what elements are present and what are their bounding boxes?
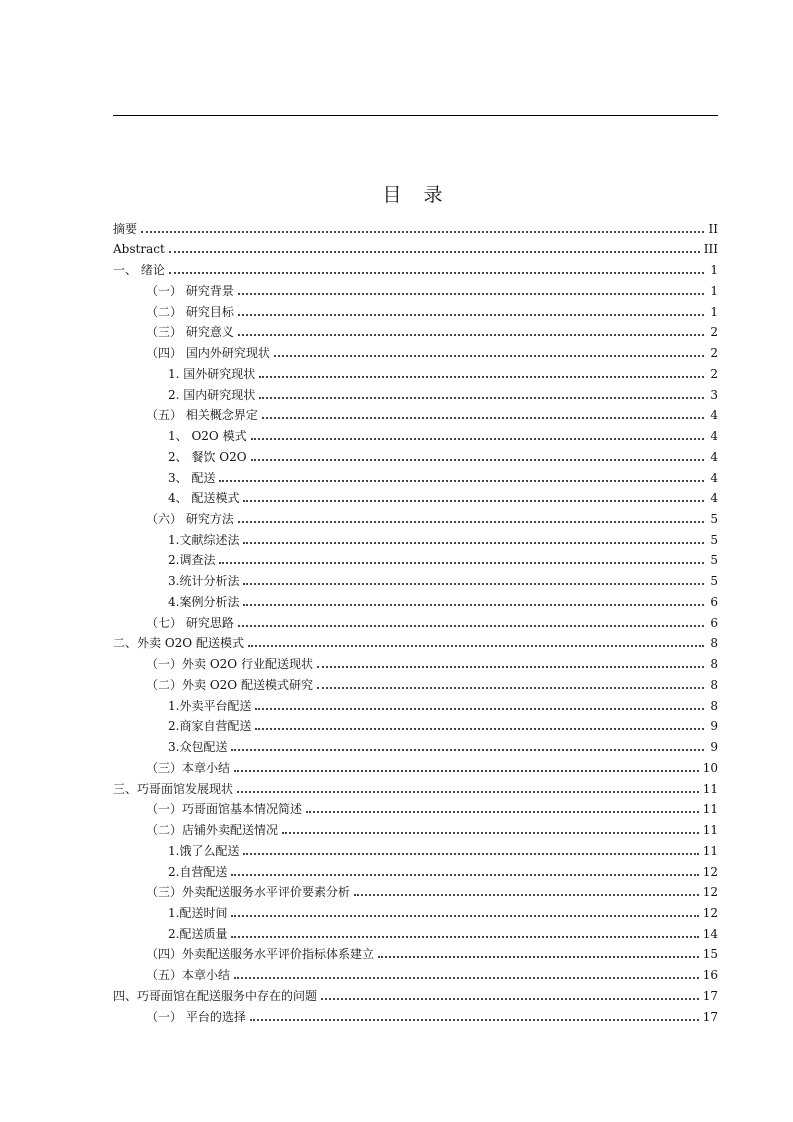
- toc-entry-title: （一） 研究背景: [146, 283, 234, 298]
- toc-dot-leader: [354, 894, 699, 896]
- toc-entry-page-number: 9: [710, 719, 718, 734]
- toc-entry-title: 2、 餐饮 O2O: [168, 449, 247, 464]
- toc-entry-title: （三）本章小结: [146, 760, 231, 775]
- toc-dot-leader: [243, 500, 704, 502]
- toc-entry[interactable]: [113, 298, 718, 319]
- toc-entry-title: 1.外卖平台配送: [168, 698, 252, 713]
- toc-entry-page-number: 11: [702, 823, 718, 838]
- toc-entry-page-number: 4: [710, 491, 718, 506]
- toc-entry-title: （二）店铺外卖配送情况: [146, 823, 279, 838]
- toc-entry-page-number: 5: [710, 512, 718, 527]
- toc-dot-leader: [231, 749, 704, 751]
- toc-entry-page-number: 1: [710, 304, 718, 319]
- toc-entry[interactable]: [113, 567, 718, 588]
- toc-entry[interactable]: [113, 485, 718, 506]
- toc-entry[interactable]: [113, 692, 718, 713]
- toc-dot-leader: [238, 293, 704, 295]
- toc-entry[interactable]: [113, 920, 718, 941]
- toc-dot-leader: [255, 728, 704, 730]
- toc-entry-title: 2.调查法: [168, 553, 216, 568]
- toc-entry-page-number: 9: [710, 740, 718, 755]
- toc-entry[interactable]: [113, 713, 718, 734]
- toc-entry-title: （二） 研究目标: [146, 304, 234, 319]
- toc-entry-title: 摘要: [113, 221, 138, 236]
- toc-entry[interactable]: [113, 215, 718, 236]
- toc-entry-page-number: 4: [710, 429, 718, 444]
- toc-entry[interactable]: [113, 837, 718, 858]
- toc-entry-title: 2.商家自营配送: [168, 719, 252, 734]
- toc-entry-page-number: 17: [702, 988, 718, 1003]
- toc-entry[interactable]: [113, 443, 718, 464]
- toc-entry-title: （四）外卖配送服务水平评价指标体系建立: [146, 947, 375, 962]
- toc-entry[interactable]: [113, 256, 718, 277]
- toc-entry-title: （三） 研究意义: [146, 325, 234, 340]
- toc-entry-page-number: 12: [702, 885, 718, 900]
- toc-dot-leader: [169, 251, 700, 253]
- toc-entry-page-number: 1: [710, 283, 718, 298]
- toc-dot-leader: [259, 397, 704, 399]
- toc-dot-leader: [238, 521, 704, 523]
- toc-dot-leader: [219, 562, 704, 564]
- toc-entry-page-number: 11: [702, 802, 718, 817]
- toc-dot-leader: [317, 666, 704, 668]
- toc-entry[interactable]: [113, 464, 718, 485]
- toc-entry-page-number: 10: [702, 760, 718, 775]
- toc-entry[interactable]: [113, 796, 718, 817]
- toc-entry[interactable]: [113, 879, 718, 900]
- toc-dot-leader: [282, 832, 699, 834]
- toc-entry-title: 二、外卖 O2O 配送模式: [113, 636, 244, 651]
- toc-dot-leader: [251, 459, 704, 461]
- toc-dot-leader: [378, 956, 699, 958]
- toc-entry-page-number: 8: [710, 698, 718, 713]
- toc-entry-title: 1.饿了么配送: [168, 843, 240, 858]
- toc-entry-page-number: 12: [702, 905, 718, 920]
- toc-entry-title: 三、巧哥面馆发展现状: [113, 781, 234, 796]
- toc-entry[interactable]: [113, 547, 718, 568]
- toc-entry-title: 2.配送质量: [168, 926, 228, 941]
- toc-entry[interactable]: [113, 609, 718, 630]
- toc-entry[interactable]: [113, 277, 718, 298]
- toc-entry-page-number: 2: [710, 366, 718, 381]
- toc-entry[interactable]: [113, 319, 718, 340]
- toc-entry[interactable]: [113, 630, 718, 651]
- toc-entry[interactable]: [113, 941, 718, 962]
- toc-entry[interactable]: [113, 858, 718, 879]
- toc-entry-page-number: 2: [710, 346, 718, 361]
- toc-entry-title: （二）外卖 O2O 配送模式研究: [146, 677, 313, 692]
- toc-entry-page-number: 1: [710, 263, 718, 278]
- toc-entry[interactable]: [113, 422, 718, 443]
- toc-entry-page-number: 5: [710, 532, 718, 547]
- toc-dot-leader: [306, 811, 699, 813]
- toc-entry[interactable]: [113, 1003, 718, 1024]
- toc-entry[interactable]: [113, 816, 718, 837]
- toc-dot-leader: [238, 314, 704, 316]
- toc-dot-leader: [255, 708, 704, 710]
- toc-entry[interactable]: [113, 754, 718, 775]
- toc-entry[interactable]: [113, 899, 718, 920]
- toc-dot-leader: [243, 604, 704, 606]
- toc-entry-page-number: 11: [702, 843, 718, 858]
- toc-entry-title: （四） 国内外研究现状: [146, 346, 270, 361]
- toc-entry[interactable]: [113, 505, 718, 526]
- toc-dot-leader: [238, 334, 704, 336]
- toc-entry-page-number: 6: [710, 594, 718, 609]
- toc-entry-title: 3.统计分析法: [168, 574, 240, 589]
- toc-entry[interactable]: [113, 526, 718, 547]
- toc-dot-leader: [234, 977, 699, 979]
- toc-entry-title: 1. 国外研究现状: [168, 366, 256, 381]
- toc-entry-title: 3、 配送: [168, 470, 216, 485]
- toc-entry-title: 四、巧哥面馆在配送服务中存在的问题: [113, 988, 318, 1003]
- toc-entry[interactable]: [113, 671, 718, 692]
- toc-entry-title: 4、 配送模式: [168, 491, 240, 506]
- toc-entry-title: （七） 研究思路: [146, 615, 234, 630]
- toc-dot-leader: [234, 770, 699, 772]
- toc-entry[interactable]: [113, 360, 718, 381]
- table-of-contents: [113, 215, 718, 1024]
- toc-entry-page-number: 4: [710, 449, 718, 464]
- toc-entry[interactable]: [113, 775, 718, 796]
- toc-dot-leader: [169, 272, 704, 274]
- toc-dot-leader: [248, 645, 704, 647]
- toc-entry-title: （五）本章小结: [146, 968, 231, 983]
- toc-entry[interactable]: [113, 961, 718, 982]
- toc-entry-page-number: II: [708, 221, 718, 236]
- toc-entry-page-number: 4: [710, 408, 718, 423]
- toc-entry[interactable]: [113, 982, 718, 1003]
- toc-entry-title: （一）巧哥面馆基本情况简述: [146, 802, 303, 817]
- toc-entry-page-number: 14: [702, 926, 718, 941]
- toc-entry[interactable]: [113, 650, 718, 671]
- toc-entry-page-number: 11: [702, 781, 718, 796]
- toc-entry-title: （五） 相关概念界定: [146, 408, 258, 423]
- toc-entry-title: （一）外卖 O2O 行业配送现状: [146, 657, 313, 672]
- toc-entry-title: Abstract: [113, 242, 165, 257]
- toc-entry-page-number: 16: [702, 968, 718, 983]
- toc-dot-leader: [243, 583, 704, 585]
- toc-entry[interactable]: [113, 381, 718, 402]
- toc-dot-leader: [317, 687, 704, 689]
- toc-entry-title: （三）外卖配送服务水平评价要素分析: [146, 885, 351, 900]
- toc-entry[interactable]: [113, 733, 718, 754]
- toc-dot-leader: [231, 936, 698, 938]
- toc-entry-title: 2.自营配送: [168, 864, 228, 879]
- toc-entry-page-number: 17: [702, 1009, 718, 1024]
- toc-dot-leader: [250, 1019, 699, 1021]
- toc-entry-page-number: 4: [710, 470, 718, 485]
- toc-entry[interactable]: [113, 588, 718, 609]
- toc-entry-title: 1.文献综述法: [168, 532, 240, 547]
- toc-dot-leader: [237, 791, 699, 793]
- toc-entry-page-number: 8: [710, 636, 718, 651]
- toc-entry-page-number: 8: [710, 677, 718, 692]
- toc-entry-page-number: 5: [710, 574, 718, 589]
- toc-entry-page-number: 2: [710, 325, 718, 340]
- toc-dot-leader: [141, 231, 704, 233]
- toc-entry-title: 一、 绪论: [113, 263, 165, 278]
- toc-dot-leader: [243, 542, 704, 544]
- toc-dot-leader: [251, 438, 704, 440]
- page-title: 目 录: [382, 184, 451, 206]
- toc-entry-title: 4.案例分析法: [168, 594, 240, 609]
- toc-entry-title: 1、 O2O 模式: [168, 429, 247, 444]
- toc-dot-leader: [231, 915, 698, 917]
- toc-dot-leader: [259, 376, 704, 378]
- toc-dot-leader: [274, 355, 704, 357]
- header-rule: [113, 115, 718, 116]
- toc-entry-title: 2. 国内研究现状: [168, 387, 256, 402]
- toc-entry-page-number: III: [703, 242, 718, 257]
- toc-entry-page-number: 6: [710, 615, 718, 630]
- toc-entry[interactable]: [113, 236, 718, 257]
- toc-entry-page-number: 12: [702, 864, 718, 879]
- toc-dot-leader: [219, 480, 704, 482]
- toc-entry-title: （六） 研究方法: [146, 512, 234, 527]
- toc-entry[interactable]: [113, 339, 718, 360]
- toc-entry[interactable]: [113, 402, 718, 423]
- toc-dot-leader: [231, 874, 698, 876]
- toc-entry-title: 3.众包配送: [168, 740, 228, 755]
- toc-dot-leader: [243, 853, 698, 855]
- toc-dot-leader: [238, 625, 704, 627]
- toc-entry-title: （一） 平台的选择: [146, 1009, 246, 1024]
- toc-dot-leader: [262, 417, 704, 419]
- toc-entry-page-number: 3: [710, 387, 718, 402]
- toc-entry-title: 1.配送时间: [168, 905, 228, 920]
- toc-entry-page-number: 8: [710, 657, 718, 672]
- toc-dot-leader: [321, 998, 699, 1000]
- toc-entry-page-number: 5: [710, 553, 718, 568]
- toc-entry-page-number: 15: [702, 947, 718, 962]
